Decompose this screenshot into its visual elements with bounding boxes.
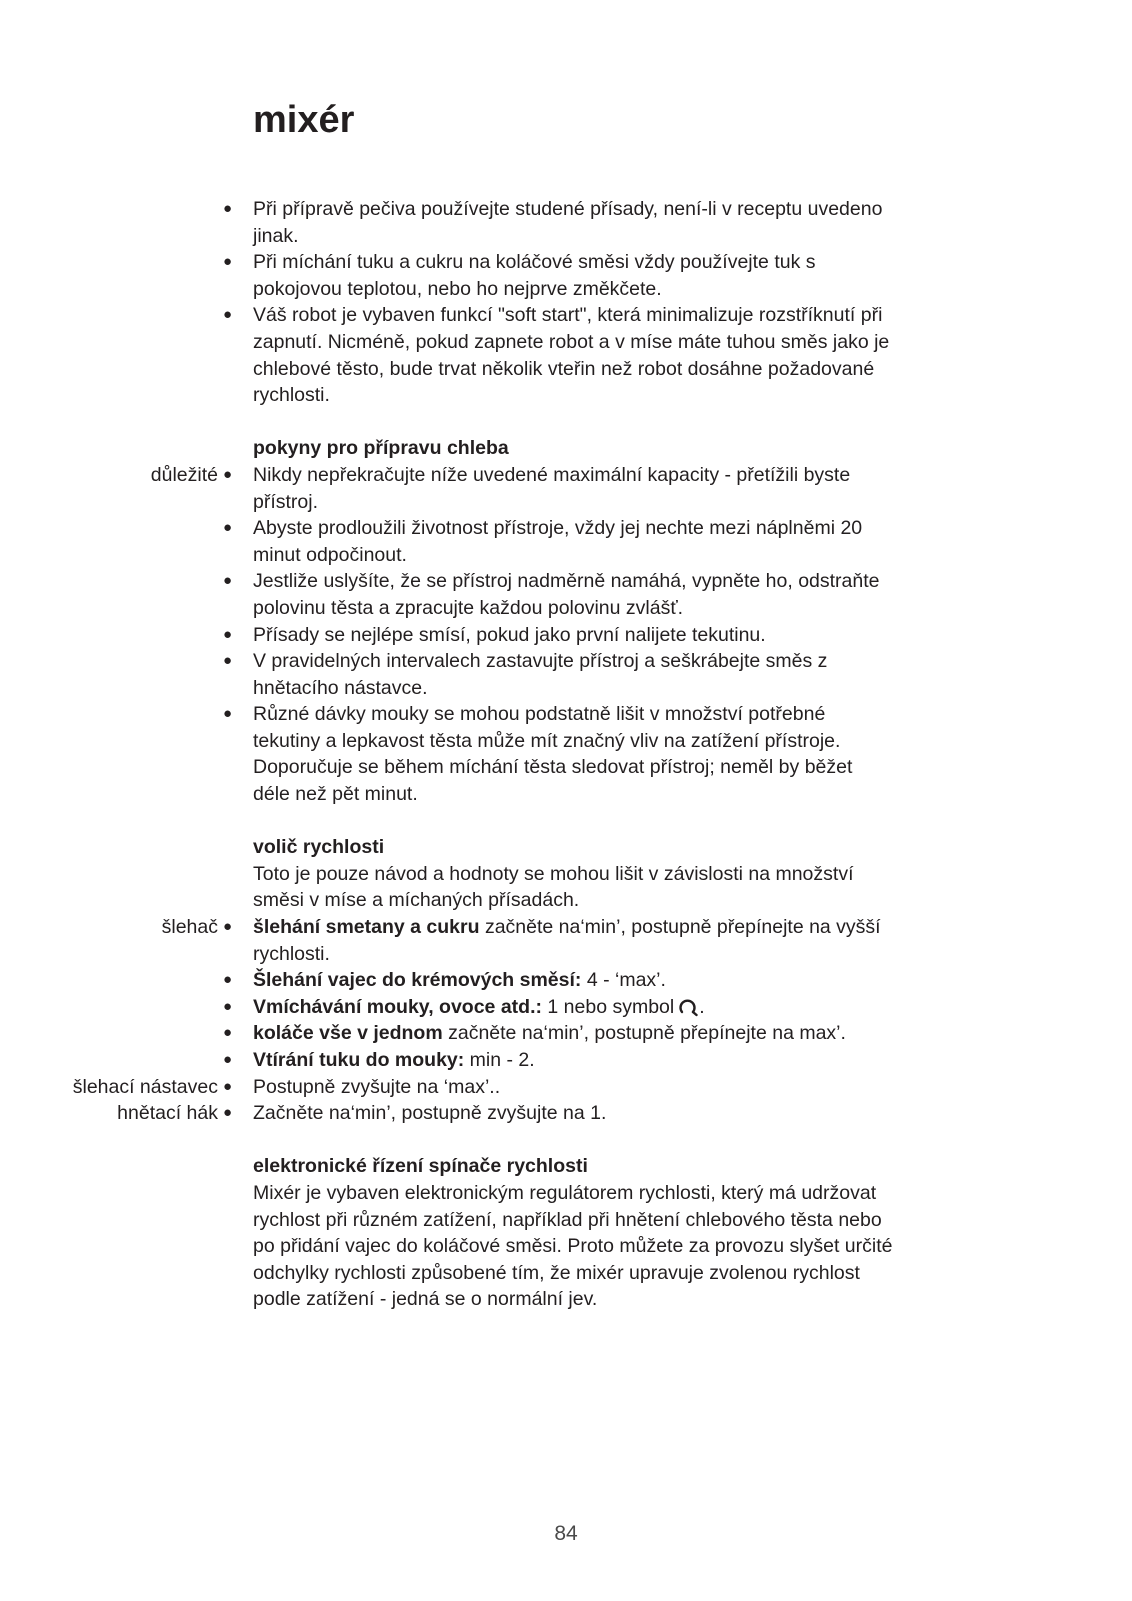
whisk-item-3-suffix: . (699, 995, 705, 1018)
whisk-item-3 (253, 994, 893, 1021)
bread-item-3: ● Jestliže uslyšíte, že se přístroj nadměrně namáhá, vypněte ho, odstraňte polovinu těsta a zpracujte každou polovinu zvlášť. (253, 568, 893, 621)
hook-item-text: Začněte na‘min’, postupně zvyšujte na 1. (253, 1102, 607, 1125)
whisk-item-5 (253, 1047, 893, 1074)
hook-side-label: ● hnětací hák (117, 1102, 218, 1125)
page-content (72, 196, 893, 1313)
whisk-item-1-text: začněte na‘min’, postupně přepínejte na vyšší rychlosti. (253, 916, 881, 965)
important-side-label: ● důležité (150, 463, 218, 486)
bread-section (150, 435, 893, 807)
whisk-item-4-bold: koláče vše v jednom (253, 1022, 443, 1045)
whisk-item-3-text: 1 nebo symbol (541, 995, 675, 1018)
bread-item-4: ● Přísady se nejlépe smísí, pokud jako první nalijete tekutinu. (253, 622, 893, 649)
intro-item-2: ● Při míchání tuku a cukru na koláčové směsi vždy používejte tuk s pokojovou teplotou, nebo ho nejprve změkčete. (253, 249, 893, 302)
speed-section (72, 834, 893, 1127)
page-number: 84 (554, 1522, 578, 1545)
whisk-item-1-bold: šlehání smetany a cukru (253, 916, 480, 939)
bread-item-5: ● V pravidelných intervalech zastavujte přístroj a seškrábejte směs z hnětacího nástavce. (253, 648, 893, 701)
fold-symbol-icon (678, 996, 698, 1018)
speed-intro: Toto je pouze návod a hodnoty se mohou lišit v závislosti na množství směsi v míse a míchaných přísadách. (253, 862, 854, 912)
hook-item (117, 1100, 893, 1127)
bread-heading: pokyny pro přípravu chleba (253, 437, 509, 460)
page-title: mixér (253, 99, 355, 141)
beater-side-label: ● šlehací nástavec (72, 1075, 218, 1098)
whisk-side-label: ● šlehač (161, 916, 218, 939)
whisk-item-2 (253, 967, 893, 994)
whisk-item-2-text: 4 - ‘max’. (581, 969, 666, 992)
whisk-item-5-bold: Vtírání tuku do mouky: (253, 1049, 465, 1071)
whisk-item-4 (253, 1020, 893, 1047)
bread-item-1 (150, 462, 893, 515)
intro-list (253, 196, 893, 409)
bread-item-2: ● Abyste prodloužili životnost přístroje, vždy jej nechte mezi náplněmi 20 minut odpočinout. (253, 515, 893, 568)
whisk-item-5-text: min - 2. (464, 1049, 535, 1071)
whisk-item-2-bold: Šlehání vajec do krémových směsí: (253, 969, 582, 992)
intro-item-3: ● Váš robot je vybaven funkcí "soft start", která minimalizuje rozstříknutí při zapnutí. Nicméně, pokud zapnete robot a v míse máte tuhou směs jako je chlebové těsto, bude trvat několik vteřin než robot dosáhne požadované rychlosti. (253, 302, 893, 408)
whisk-item-3-bold: Vmíchávání mouky, ovoce atd.: (253, 995, 542, 1018)
whisk-item-1 (161, 914, 893, 967)
electronic-section (253, 1153, 893, 1313)
bread-item-1-text: Nikdy nepřekračujte níže uvedené maximální kapacity - přetížili byste přístroj. (253, 463, 851, 513)
intro-item-1: ● Při přípravě pečiva používejte studené přísady, není-li v receptu uvedeno jinak. (253, 196, 893, 249)
beater-item-text: Postupně zvyšujte na ‘max’.. (253, 1075, 501, 1098)
whisk-item-4-text: začněte na‘min’, postupně přepínejte na max’. (442, 1022, 846, 1045)
electronic-text: Mixér je vybaven elektronickým regulátorem rychlosti, který má udržovat rychlost při různém zatížení, například při hnětení chlebového těsta nebo po přidání vajec do koláčové směsi. Proto můžete za provozu slyšet určité odchylky rychlosti způsobené tím, že mixér upravuje zvolenou rychlost podle zatížení - jedná se o normální jev. (253, 1181, 893, 1311)
speed-heading: volič rychlosti (253, 836, 385, 859)
beater-item (72, 1074, 893, 1101)
electronic-heading: elektronické řízení spínače rychlosti (253, 1155, 588, 1178)
bread-item-6: ● Různé dávky mouky se mohou podstatně lišit v množství potřebné tekutiny a lepkavost těsta může mít značný vliv na zatížení přístroje. Doporučuje se během míchání těsta sledovat přístroj; neměl by běžet déle než pět minut. (253, 701, 893, 807)
